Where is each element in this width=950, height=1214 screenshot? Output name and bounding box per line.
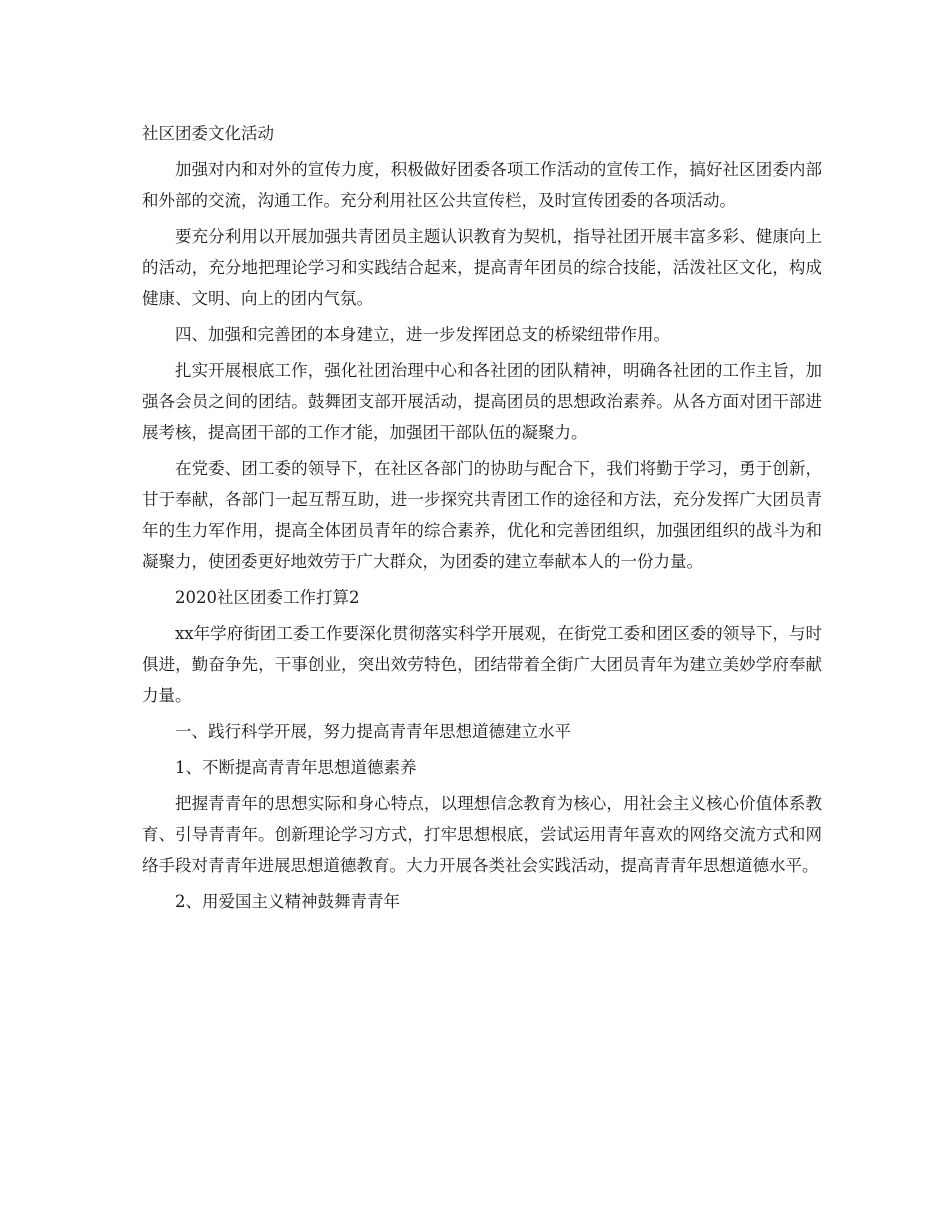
document-body (142, 118, 822, 922)
paragraph: 加强对内和对外的宣传力度，积极做好团委各项工作活动的宣传工作，搞好社区团委内部和外部的交流，沟通工作。充分利用社区公共宣传栏，及时宣传团委的各项活动。 (142, 160, 822, 210)
paragraph: xx年学府街团工委工作要深化贯彻落实科学开展观，在街党工委和团区委的领导下，与时俱进，勤奋争先，干事创业，突出效劳特色，团结带着全街广大团员青年为建立美妙学府奉献力量。 (142, 624, 822, 705)
paragraph-heading: 社区团委文化活动 (142, 124, 274, 143)
paragraph: 四、加强和完善团的本身建立，进一步发挥团总支的桥梁纽带作用。 (175, 325, 670, 344)
paragraph: 在党委、团工委的领导下，在社区各部门的协助与配合下，我们将勤于学习，勇于创新，甘于奉献，各部门一起互帮互助，进一步探究共青团工作的途径和方法，充分发挥广大团员青年的生力军作用，提高全体团员青年的综合素养，优化和完善团组织，加强团组织的战斗为和凝聚力，使团委更好地效劳于广大群众，为团委的建立奉献本人的一份力量。 (142, 459, 822, 571)
paragraph-section-title: 2020社区团委工作打算2 (175, 588, 360, 607)
paragraph: 把握青青年的思想实际和身心特点，以理想信念教育为核心，用社会主义核心价值体系教育、引导青青年。创新理论学习方式，打牢思想根底，尝试运用青年喜欢的网络交流方式和网络手段对青青年进展思想道德教育。大力开展各类社会实践活动，提高青青年思想道德水平。 (142, 794, 822, 875)
paragraph-subheading: 一、践行科学开展，努力提高青青年思想道德建立水平 (175, 722, 571, 741)
paragraph-subheading: 2、用爱国主义精神鼓舞青青年 (175, 892, 400, 911)
paragraph: 要充分利用以开展加强共青团员主题认识教育为契机，指导社团开展丰富多彩、健康向上的活动，充分地把理论学习和实践结合起来，提高青年团员的综合技能，活泼社区文化，构成健康、文明、向上的团内气氛。 (142, 227, 822, 308)
paragraph: 扎实开展根底工作，强化社团治理中心和各社团的团队精神，明确各社团的工作主旨，加强各会员之间的团结。鼓舞团支部开展活动，提高团员的思想政治素养。从各方面对团干部进展考核，提高团干部的工作才能，加强团干部队伍的凝聚力。 (142, 361, 822, 442)
paragraph-subheading: 1、不断提高青青年思想道德素养 (175, 758, 417, 777)
